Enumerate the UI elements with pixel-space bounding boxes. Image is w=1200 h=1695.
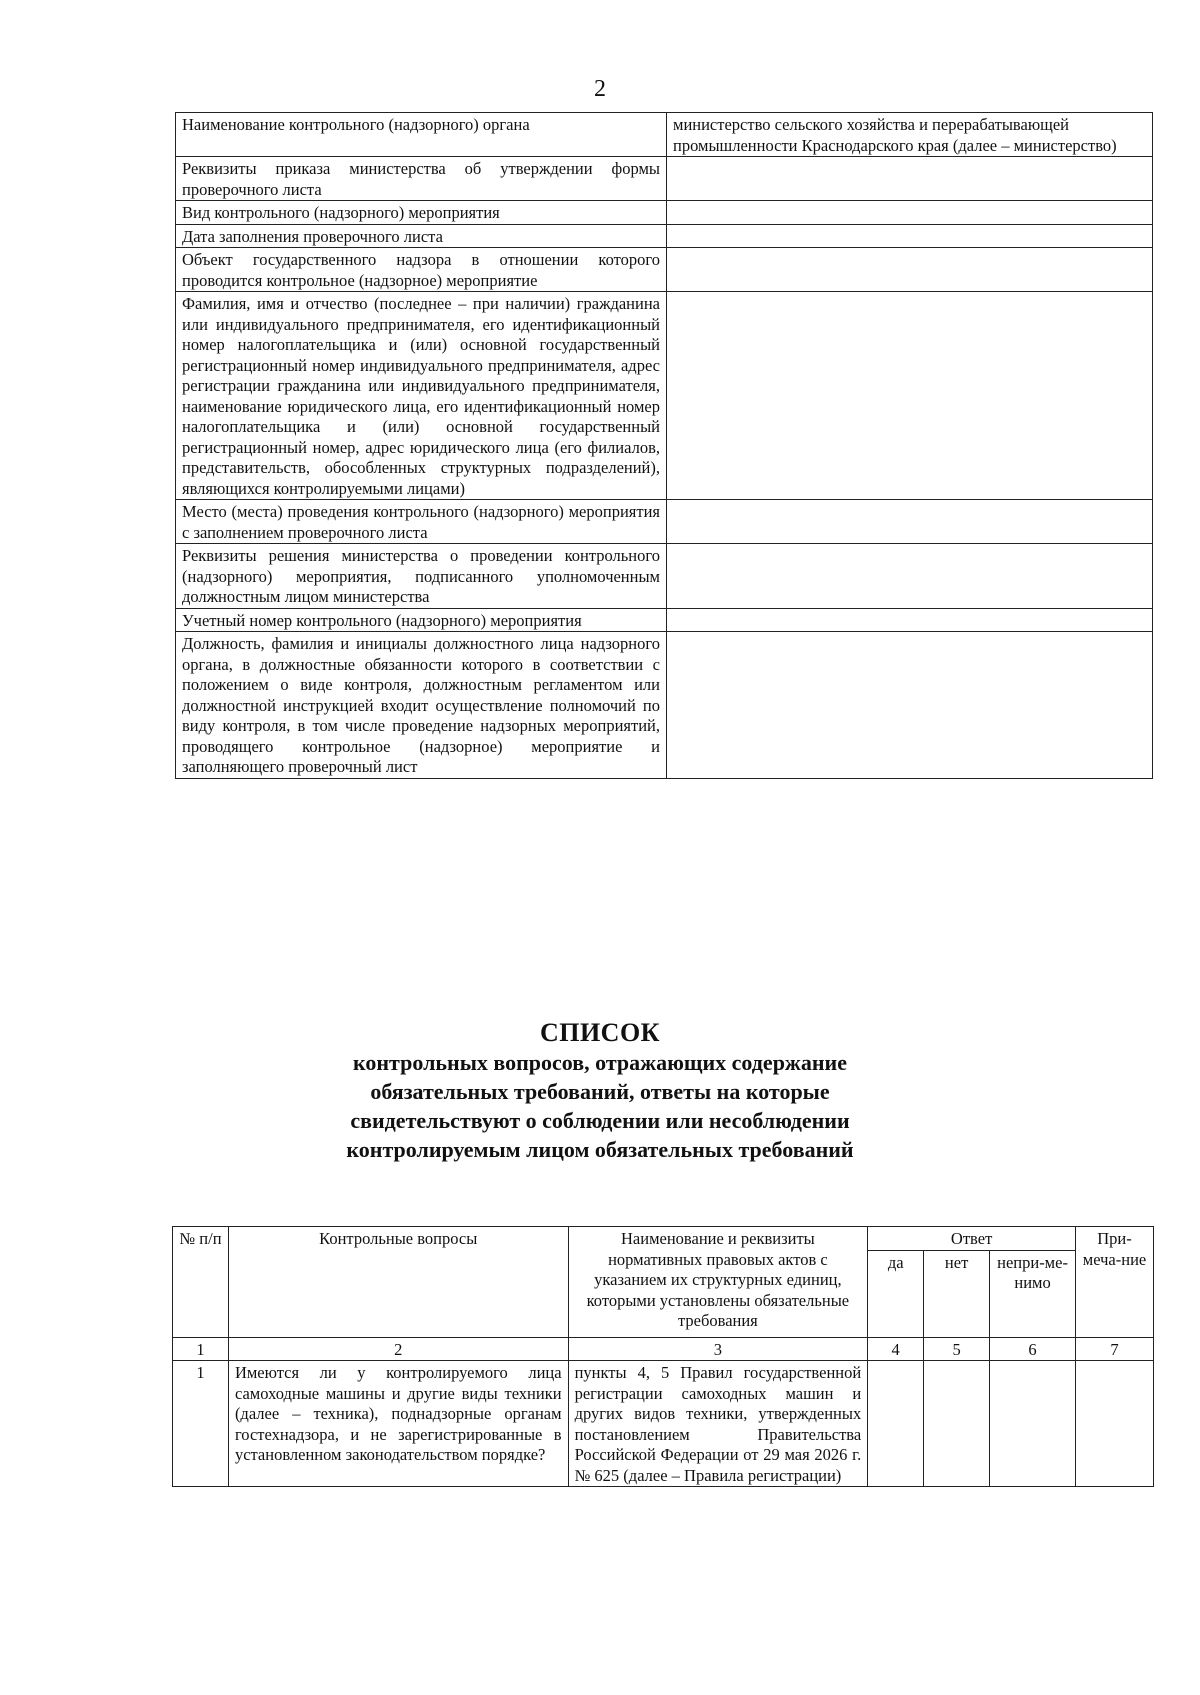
header-note: При-меча-ние [1076, 1227, 1154, 1338]
info-label: Фамилия, имя и отчество (последнее – при наличии) гражданина или индивидуального предпринимателя, его идентификационный номер налогоплательщика и (или) основной государственный регистрационный номер индивидуального предпринимателя, адрес регистрации гражданина или индивидуального предпринимателя, наименование юридического лица, его идентификационный номер налогоплательщика и (или) основной государственный регистрационный номер, адрес юридического лица (его филиалов, представительств, обособленных структурных подразделений), являющихся контролируемыми лицами) [176, 292, 667, 500]
info-value[interactable] [667, 157, 1153, 201]
column-number: 3 [568, 1337, 868, 1361]
header-row [173, 1227, 1154, 1251]
question-text: Имеются ли у контролируемого лица самоходные машины и другие виды техники (далее – техника), поднадзорные органам гостехнадзора, и не зарегистрированные в установленном законодательством порядке? [228, 1361, 568, 1487]
info-label: Должность, фамилия и инициалы должностного лица надзорного органа, в должностные обязанности которого в соответствии с положением о виде контроля, должностным регламентом или должностной инструкцией входит осуществление полномочий по виду контроля, в том числе проведение надзорных мероприятий, проводящего контрольное (надзорное) мероприятие и заполняющего проверочный лист [176, 632, 667, 779]
info-value[interactable] [667, 292, 1153, 500]
info-row-supervision-object [176, 248, 1153, 292]
question-number: 1 [173, 1361, 229, 1487]
page-number: 2 [594, 76, 606, 102]
column-number-row [173, 1337, 1154, 1361]
info-row-official [176, 632, 1153, 779]
info-row-decision-details [176, 544, 1153, 609]
header-answer: Ответ [868, 1227, 1076, 1251]
column-number: 2 [228, 1337, 568, 1361]
header-question: Контрольные вопросы [228, 1227, 568, 1338]
info-label: Дата заполнения проверочного листа [176, 224, 667, 248]
title-line: контрольных вопросов, отражающих содержание [352, 1050, 847, 1075]
header-num: № п/п [173, 1227, 229, 1338]
control-questions-table [172, 1226, 1154, 1487]
info-label: Реквизиты решения министерства о проведении контрольного (надзорного) мероприятия, подписанного уполномоченным должностным лицом министерства [176, 544, 667, 609]
note-cell[interactable] [1076, 1361, 1154, 1487]
info-value[interactable] [667, 500, 1153, 544]
info-label: Вид контрольного (надзорного) мероприятия [176, 201, 667, 225]
checklist-title [0, 1018, 1200, 1164]
info-label: Объект государственного надзора в отношении которого проводится контрольное (надзорное) мероприятие [176, 248, 667, 292]
info-row-registration-number [176, 608, 1153, 632]
info-row-location [176, 500, 1153, 544]
info-label: Учетный номер контрольного (надзорного) мероприятия [176, 608, 667, 632]
column-number: 1 [173, 1337, 229, 1361]
answer-yes-cell[interactable] [868, 1361, 924, 1487]
info-value[interactable]: министерство сельского хозяйства и перерабатывающей промышленности Краснодарского края (далее – министерство) [667, 113, 1153, 157]
info-value[interactable] [667, 248, 1153, 292]
info-row-controlled-person [176, 292, 1153, 500]
info-value[interactable] [667, 201, 1153, 225]
question-acts: пункты 4, 5 Правил государственной регистрации самоходных машин и других видов техники, утвержденных постановлением Правительства Российской Федерации от 29 мая 2026 г. № 625 (далее – Правила регистрации) [568, 1361, 868, 1487]
answer-not-applicable-cell[interactable] [990, 1361, 1076, 1487]
info-row-order-details [176, 157, 1153, 201]
title-main: СПИСОК [539, 1018, 661, 1047]
info-label: Реквизиты приказа министерства об утверждении формы проверочного листа [176, 157, 667, 201]
header-acts: Наименование и реквизиты нормативных правовых актов с указанием их структурных единиц, которыми установлены обязательные требования [568, 1227, 868, 1338]
column-number: 5 [924, 1337, 990, 1361]
column-number: 7 [1076, 1337, 1154, 1361]
info-row-event-type [176, 201, 1153, 225]
column-number: 6 [990, 1337, 1076, 1361]
column-number: 4 [868, 1337, 924, 1361]
info-row-authority [176, 113, 1153, 157]
info-value[interactable] [667, 608, 1153, 632]
title-line: контролируемым лицом обязательных требований [346, 1137, 854, 1162]
info-label: Наименование контрольного (надзорного) органа [176, 113, 667, 157]
header-no: нет [924, 1250, 990, 1337]
info-value[interactable] [667, 544, 1153, 609]
info-row-fill-date [176, 224, 1153, 248]
title-line: обязательных требований, ответы на которые [370, 1079, 830, 1104]
answer-no-cell[interactable] [924, 1361, 990, 1487]
info-value[interactable] [667, 224, 1153, 248]
table-row [173, 1361, 1154, 1487]
header-yes: да [868, 1250, 924, 1337]
info-label: Место (места) проведения контрольного (надзорного) мероприятия с заполнением проверочного листа [176, 500, 667, 544]
info-value[interactable] [667, 632, 1153, 779]
title-line: свидетельствуют о соблюдении или несоблюдении [350, 1108, 850, 1133]
inspection-info-table [175, 112, 1153, 779]
header-not-applicable: непри-ме-нимо [990, 1250, 1076, 1337]
